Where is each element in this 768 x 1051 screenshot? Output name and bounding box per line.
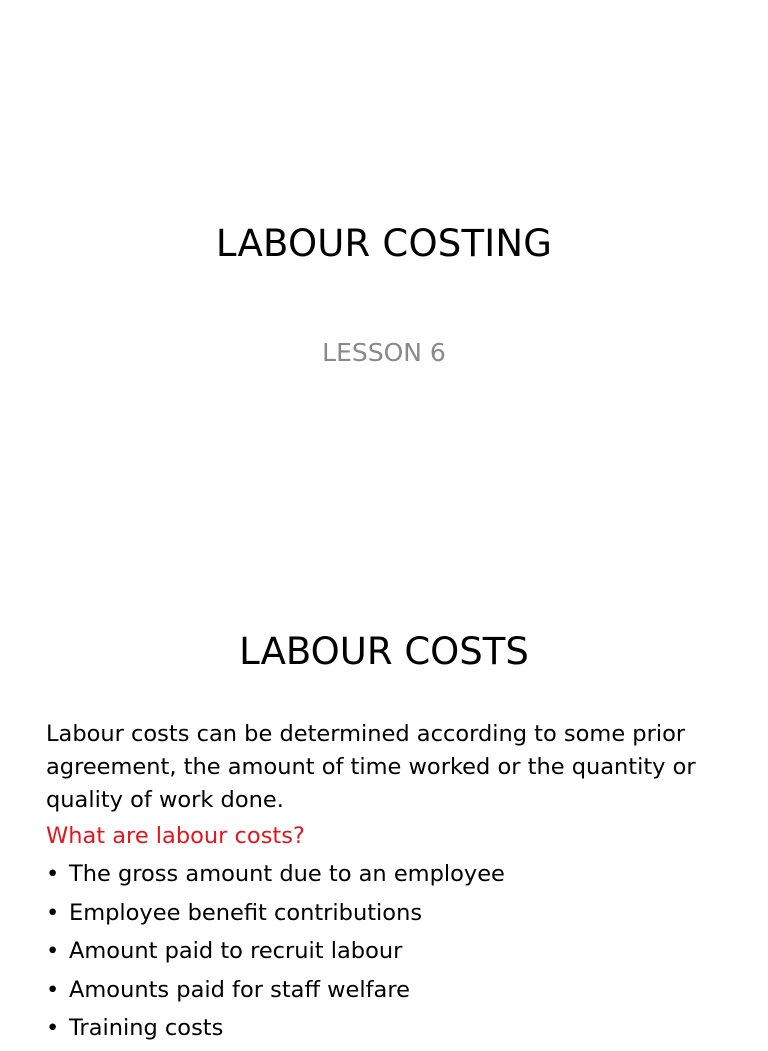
bullet-icon: •: [46, 861, 60, 887]
slide-body: [46, 718, 736, 1051]
list-item: [46, 935, 736, 968]
bullet-list: [46, 858, 736, 1045]
list-item: [46, 974, 736, 1007]
bullet-icon: •: [46, 976, 60, 1003]
list-item-text: Employee benefit contributions: [69, 899, 423, 926]
intro-paragraph: Labour costs can be determined according to some prior agreement, the amount of time worked or the quantity or quality of work done.: [46, 721, 696, 813]
list-item: [46, 858, 736, 891]
bullet-icon: •: [46, 938, 60, 964]
list-item-text: Amount paid to recruit labour: [69, 938, 403, 964]
list-item-text: Training costs: [69, 1015, 224, 1041]
list-item-text: Amounts paid for staff welfare: [69, 976, 410, 1003]
list-item: [46, 1012, 736, 1045]
question-heading: What are labour costs?: [46, 823, 305, 849]
list-item: [46, 897, 736, 930]
content-slide: [0, 577, 768, 1041]
bullet-icon: •: [46, 899, 60, 926]
list-item-text: The gross amount due to an employee: [69, 861, 505, 887]
slide-subtitle: LESSON 6: [322, 338, 446, 367]
bullet-icon: •: [46, 1015, 60, 1041]
slide-title: LABOUR COSTS: [239, 630, 529, 673]
slide-title: LABOUR COSTING: [215, 222, 553, 265]
